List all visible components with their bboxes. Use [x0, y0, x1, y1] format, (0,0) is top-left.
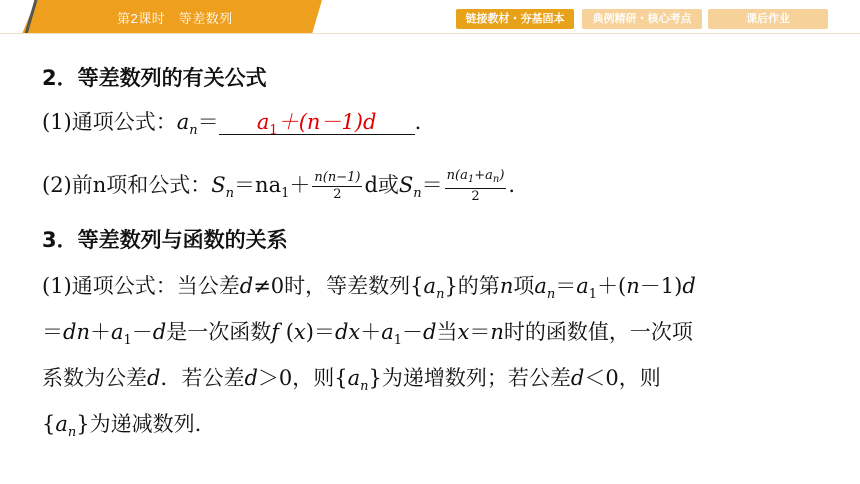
- t: 当: [436, 320, 458, 344]
- t: ＋: [89, 320, 111, 344]
- t: 1: [123, 333, 132, 348]
- answer-a: a: [256, 110, 270, 134]
- label: (1)通项公式：: [42, 110, 177, 134]
- S2: S: [398, 173, 414, 197]
- plus: ＋: [289, 173, 311, 197]
- fraction-2: [445, 168, 507, 205]
- frac2-end: ): [499, 168, 505, 183]
- t: d: [570, 366, 585, 390]
- t: a: [576, 274, 589, 298]
- t: d: [682, 274, 696, 298]
- t: a: [423, 274, 437, 298]
- general-term-formula: [42, 108, 421, 145]
- answer-blank: [219, 108, 415, 138]
- t: }为递减数列.: [76, 412, 202, 436]
- t: a: [110, 320, 124, 344]
- t: dn: [63, 320, 90, 344]
- t: ．若公差: [160, 366, 245, 390]
- t: 是一次函数: [166, 320, 272, 344]
- t: a: [347, 366, 361, 390]
- frac2-sub1: 1: [467, 174, 475, 185]
- t: ≠0时，等差数列{: [253, 274, 424, 298]
- t: (: [279, 320, 294, 344]
- nav-examples[interactable]: 典例精研・核心考点: [582, 9, 702, 29]
- t: x: [457, 320, 470, 344]
- frac2-subn: n: [492, 174, 500, 185]
- t: d: [423, 320, 437, 344]
- lesson-title: 第2课时 等差数列: [117, 11, 233, 26]
- t: a: [55, 412, 68, 436]
- t: d: [239, 274, 254, 298]
- t: (1)通项公式：当公差: [42, 274, 240, 298]
- answer-rest: ＋(n－1)d: [277, 110, 377, 134]
- S: S: [211, 173, 226, 197]
- t: dx: [334, 320, 361, 344]
- period: .: [414, 110, 422, 134]
- relation-line-1: [42, 272, 696, 309]
- t: n: [546, 287, 556, 302]
- t: {: [42, 412, 56, 436]
- relation-line-2: [42, 318, 693, 355]
- t: x: [293, 320, 306, 344]
- nav-link-textbook[interactable]: 链接教材・夯基固本: [456, 9, 574, 29]
- t: n: [499, 274, 514, 298]
- relation-line-3: [42, 364, 661, 401]
- eq2: ＝: [421, 173, 443, 197]
- t: n: [360, 379, 369, 394]
- t: d: [147, 366, 161, 390]
- label: (2)前n项和公式：: [42, 173, 212, 197]
- t: ＞0，则{: [257, 366, 348, 390]
- sub: n: [189, 123, 198, 138]
- frac2-num: [445, 168, 507, 189]
- lesson-tab: [22, 0, 322, 34]
- t: 1: [588, 287, 598, 302]
- frac2-den: 2: [471, 189, 480, 204]
- fraction-1: [312, 170, 362, 203]
- t: 系数为公差: [42, 366, 147, 390]
- t: ＝: [555, 274, 577, 298]
- t: ＋(: [597, 274, 627, 298]
- t: ＝: [42, 320, 63, 344]
- frac1-num: n(n−1): [314, 170, 361, 185]
- nav-homework[interactable]: 课后作业: [708, 9, 828, 29]
- t: a: [534, 274, 547, 298]
- header-divider: [0, 33, 860, 34]
- var: a: [176, 110, 190, 134]
- relation-line-4: [42, 410, 201, 447]
- t: 时的函数值，一次项: [503, 320, 693, 344]
- sub: n: [413, 186, 422, 201]
- sum-formula: [42, 168, 515, 208]
- answer-sub: 1: [269, 123, 278, 138]
- t: n: [490, 320, 504, 344]
- t: f: [271, 320, 280, 344]
- t: ＝: [469, 320, 491, 344]
- t: －1): [639, 274, 683, 298]
- t: 项: [513, 274, 535, 298]
- t: n: [436, 287, 445, 302]
- section-2-heading: 2．等差数列的有关公式: [42, 66, 267, 90]
- sub: n: [225, 186, 235, 201]
- t: d: [152, 320, 167, 344]
- frac1-den: 2: [333, 187, 342, 202]
- section-3-heading: 3．等差数列与函数的关系: [42, 228, 288, 252]
- equals: ＝: [197, 110, 219, 134]
- mid: d或: [364, 173, 399, 197]
- sub: 1: [281, 186, 290, 201]
- t: ＋: [360, 320, 382, 344]
- t: ＜0，则: [584, 366, 661, 390]
- t: a: [381, 320, 394, 344]
- t: d: [244, 366, 258, 390]
- na: ＝na: [234, 173, 282, 197]
- t: n: [626, 274, 640, 298]
- frac2-a: n(a: [446, 168, 468, 183]
- t: －: [131, 320, 153, 344]
- t: }的第: [444, 274, 500, 298]
- t: )＝: [305, 320, 335, 344]
- t: －: [402, 320, 424, 344]
- header-bar: [0, 0, 860, 34]
- t: 1: [393, 333, 403, 348]
- t: }为递增数列；若公差: [368, 366, 571, 390]
- end: .: [508, 173, 516, 197]
- t: n: [67, 425, 77, 440]
- frac2-mid: +a: [474, 168, 493, 183]
